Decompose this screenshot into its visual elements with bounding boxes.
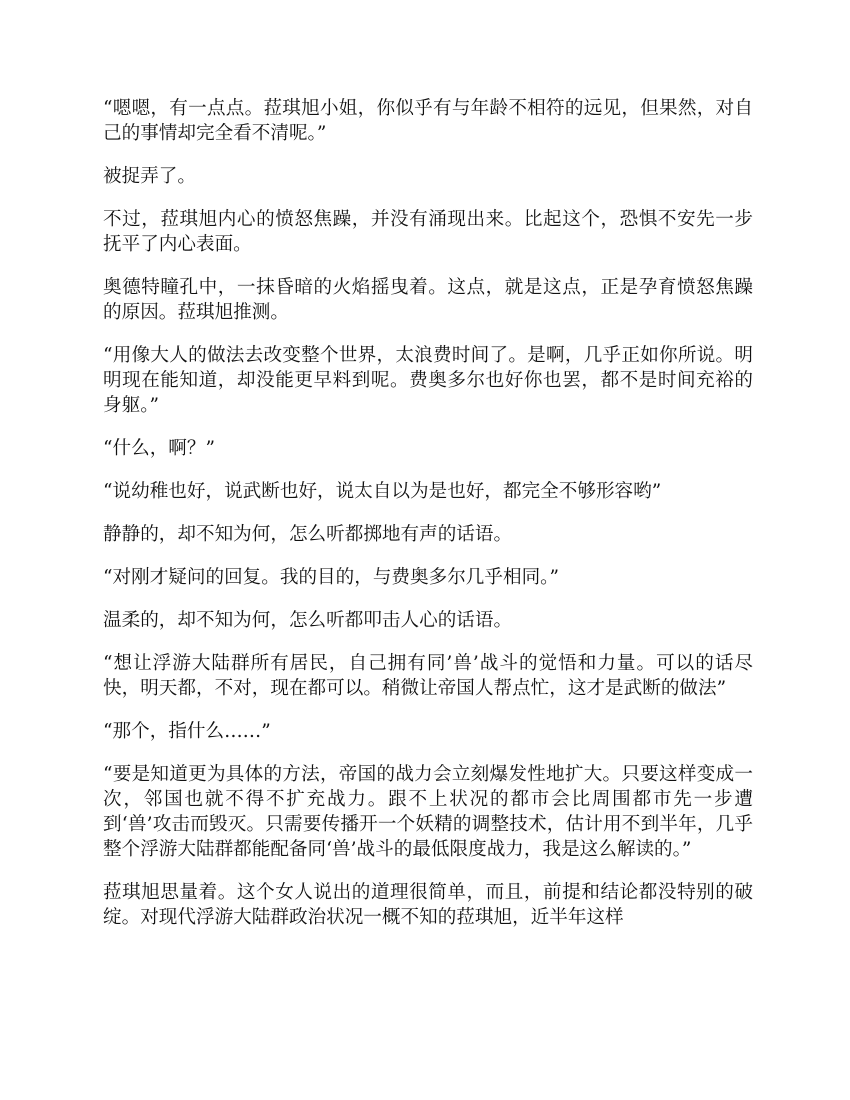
paragraph: “对刚才疑问的回复。我的目的，与费奥多尔几乎相同。” <box>103 567 559 588</box>
paragraph: “要是知道更为具体的方法，帝国的战力会立刻爆发性地扩大。只要这样变成一次，邻国也就不得不扩充战力。跟不上状况的都市会比周围都市先一步遭到‘兽’攻击而毁灭。只需要传播开一个妖精的调整技术，估计用不到半年，几乎整个浮游大陆群都能配备同‘兽’战斗的最低限度战力，我是这么解读的。” <box>103 764 753 860</box>
paragraph: 菈琪旭思量着。这个女人说出的道理很简单，而且，前提和结论都没特别的破绽。对现代浮游大陆群政治状况一概不知的菈琪旭，近半年这样 <box>103 882 753 928</box>
paragraph: 静静的，却不知为何，怎么听都掷地有声的话语。 <box>103 524 513 545</box>
paragraph: 被捉弄了。 <box>103 166 196 187</box>
paragraph: “用像大人的做法去改变整个世界，太浪费时间了。是啊，几乎正如你所说。明明现在能知道，却没能更早料到呢。费奥多尔也好你也罢，都不是时间充裕的身躯。” <box>103 345 753 416</box>
paragraph: “嗯嗯，有一点点。菈琪旭小姐，你似乎有与年龄不相符的远见，但果然，对自己的事情却完全看不清呢。” <box>103 98 753 144</box>
paragraph: 不过，菈琪旭内心的愤怒焦躁，并没有涌现出来。比起这个，恐惧不安先一步抚平了内心表面。 <box>103 209 753 255</box>
paragraph: “说幼稚也好，说武断也好，说太自以为是也好，都完全不够形容哟” <box>103 481 662 502</box>
paragraph: “什么，啊？” <box>103 438 215 459</box>
paragraph: 奥德特瞳孔中，一抹昏暗的火焰摇曳着。这点，就是这点，正是孕育愤怒焦躁的原因。菈琪旭推测。 <box>103 277 753 323</box>
paragraph: 温柔的，却不知为何，怎么听都叩击人心的话语。 <box>103 610 513 631</box>
paragraph: “那个，指什么……” <box>103 721 271 742</box>
paragraph: “想让浮游大陆群所有居民，自己拥有同’兽’战斗的觉悟和力量。可以的话尽快，明天都，不对，现在都可以。稍微让帝国人帮点忙，这才是武断的做法” <box>103 653 753 699</box>
document-body <box>103 96 753 948</box>
